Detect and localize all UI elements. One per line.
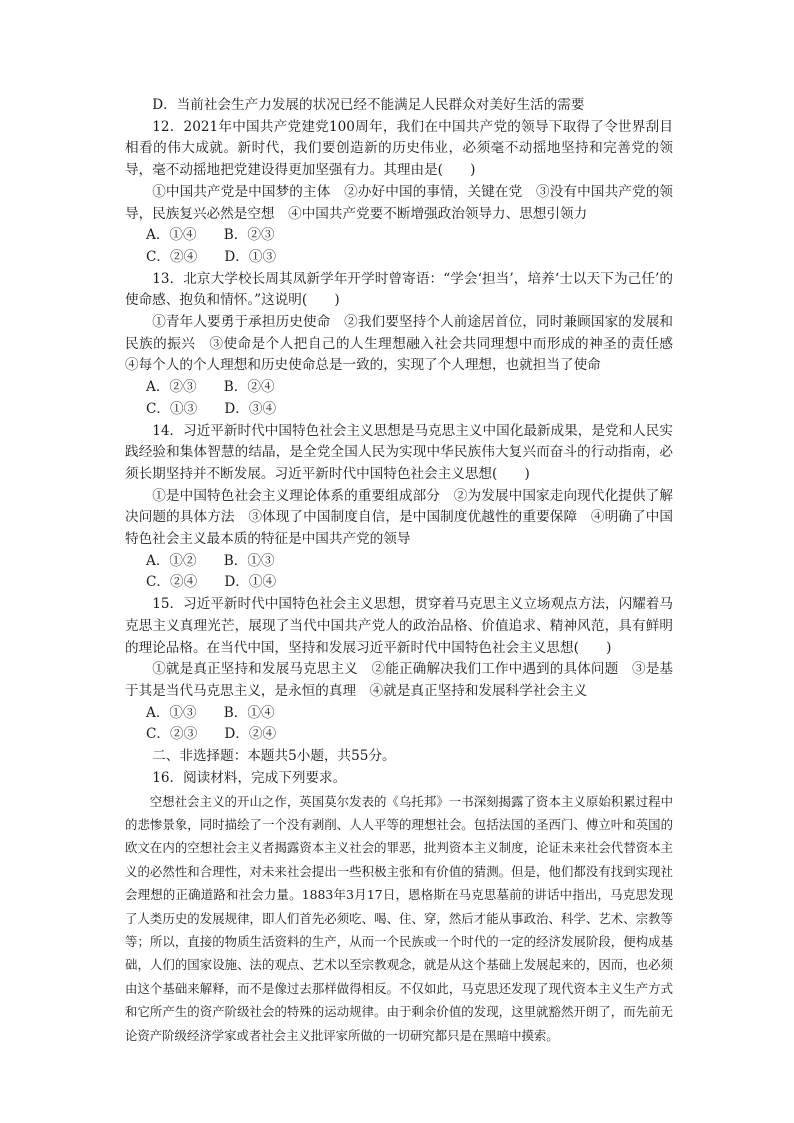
answer-options-row: A．②③ B．②④ [146,379,275,396]
question-stem: 14．习近平新时代中国特色社会主义思想是马克思主义中国化最新成果，是党和人民实践经验和集体智慧的结晶，是全党全国人民为实现中华民族伟大复兴而奋斗的行动指南，必须长期坚持并不断发展。习近平新时代中国特色社会主义思想( ) [125,422,673,482]
question-16-stem: 16．阅读材料，完成下列要求。 [152,769,347,786]
answer-options-row: A．①④ B．②③ [146,227,275,244]
question-13 [125,269,687,421]
question-14 [125,421,673,595]
exam-page [125,95,687,1047]
reading-material: 空想社会主义的开山之作，英国莫尔发表的《乌托邦》一书深刻揭露了资本主义原始积累过程中的悲惨景象，同时描绘了一个没有剥削、人人平等的理想社会。包括法国的圣西门、傅立叶和英国的欧文在内的空想社会主义者揭露资本主义社会的罪恶，批判资本主义制度，论证未来社会代替资本主义的必然性和合理性，对未来社会提出一些积极主张和有价值的猜测。但是，他们都没有找到实现社会理想的正确道路和社会力量。1883年3月17日，恩格斯在马克思墓前的讲话中指出，马克思发现了人类历史的发展规律，即人们首先必须吃、喝、住、穿，然后才能从事政治、科学、艺术、宗教等等；所以，直接的物质生活资料的生产，从而一个民族或一个时代的一定的经济发展阶段，便构成基础，人们的国家设施、法的观点、艺术以至宗教观念，就是从这个基础上发展起来的，因而，也必须由这个基础来解释，而不是像过去那样做得相反。不仅如此，马克思还发现了现代资本主义生产方式和它所产生的资产阶级社会的特殊的运动规律。由于剩余价值的发现，这里就豁然开朗了，而先前无论资产阶级经济学家或者社会主义批评家所做的一切研究都只是在黑暗中摸索。 [125,793,673,1043]
question-12 [125,117,673,269]
answer-options-row: C．②④ D．①③ [146,248,277,265]
question-stem: 15．习近平新时代中国特色社会主义思想，贯穿着马克思主义立场观点方法，闪耀着马克思主义真理光芒，展现了当代中国共产党人的政治品格、价值追求、精神风范，具有鲜明的理论品格。在当代中国，坚持和发展习近平新时代中国特色社会主义思想( ) [125,596,673,656]
question-stem: 13．北京大学校长周其凤新学年开学时曾寄语：“学会‘担当’，培养‘士以天下为己任’的使命感、抱负和情怀。”这说明( ) [125,270,673,309]
question-stem: 12．2021年中国共产党建党100周年，我们在中国共产党的领导下取得了令世界刮目相看的伟大成就。新时代，我们要创造新的历史伟业，必须毫不动摇地坚持和完善党的领导，毫不动摇地把党建设得更加坚强有力。其理由是( ) [125,118,673,179]
answer-options-row: A．①② B．①③ [146,552,275,569]
question-statements: ①就是真正坚持和发展马克思主义 ②能正确解决我们工作中遇到的具体问题 ③是基于其是当代马克思主义，是永恒的真理 ④就是真正坚持和发展科学社会主义 [125,661,673,699]
answer-options-row: C．②③ D．②④ [146,726,277,743]
section-heading: 二、非选择题：本题共5小题，共55分。 [152,748,396,765]
question-statements: ①中国共产党是中国梦的主体 ②办好中国的事情，关键在党 ③没有中国共产党的领导，民族复兴必然是空想 ④中国共产党要不断增强政治领导力、思想引领力 [125,183,673,222]
answer-options-row: A．①③ B．①④ [146,704,275,721]
question-11-option-d: D．当前社会生产力发展的状况已经不能满足人民群众对美好生活的需要 [152,97,585,113]
question-statements: ①青年人要勇于承担历史使命 ②我们要坚持个人前途居首位，同时兼顾国家的发展和民族的振兴 ③使命是个人把自己的人生理想融入社会共同理想中而形成的神圣的责任感 ④每个人的个人理想和历史使命总是一致的，实现了个人理想，也就担当了使命 [125,314,687,374]
question-15 [125,594,673,746]
answer-options-row: C．①③ D．③④ [146,400,277,417]
question-statements: ①是中国特色社会主义理论体系的重要组成部分 ②为发展中国家走向现代化提供了解决问题的具体方法 ③体现了中国制度自信，是中国制度优越性的重要保障 ④明确了中国特色社会主义最本质的特征是中国共产党的领导 [125,487,673,548]
answer-options-row: C．②④ D．①④ [146,574,277,591]
